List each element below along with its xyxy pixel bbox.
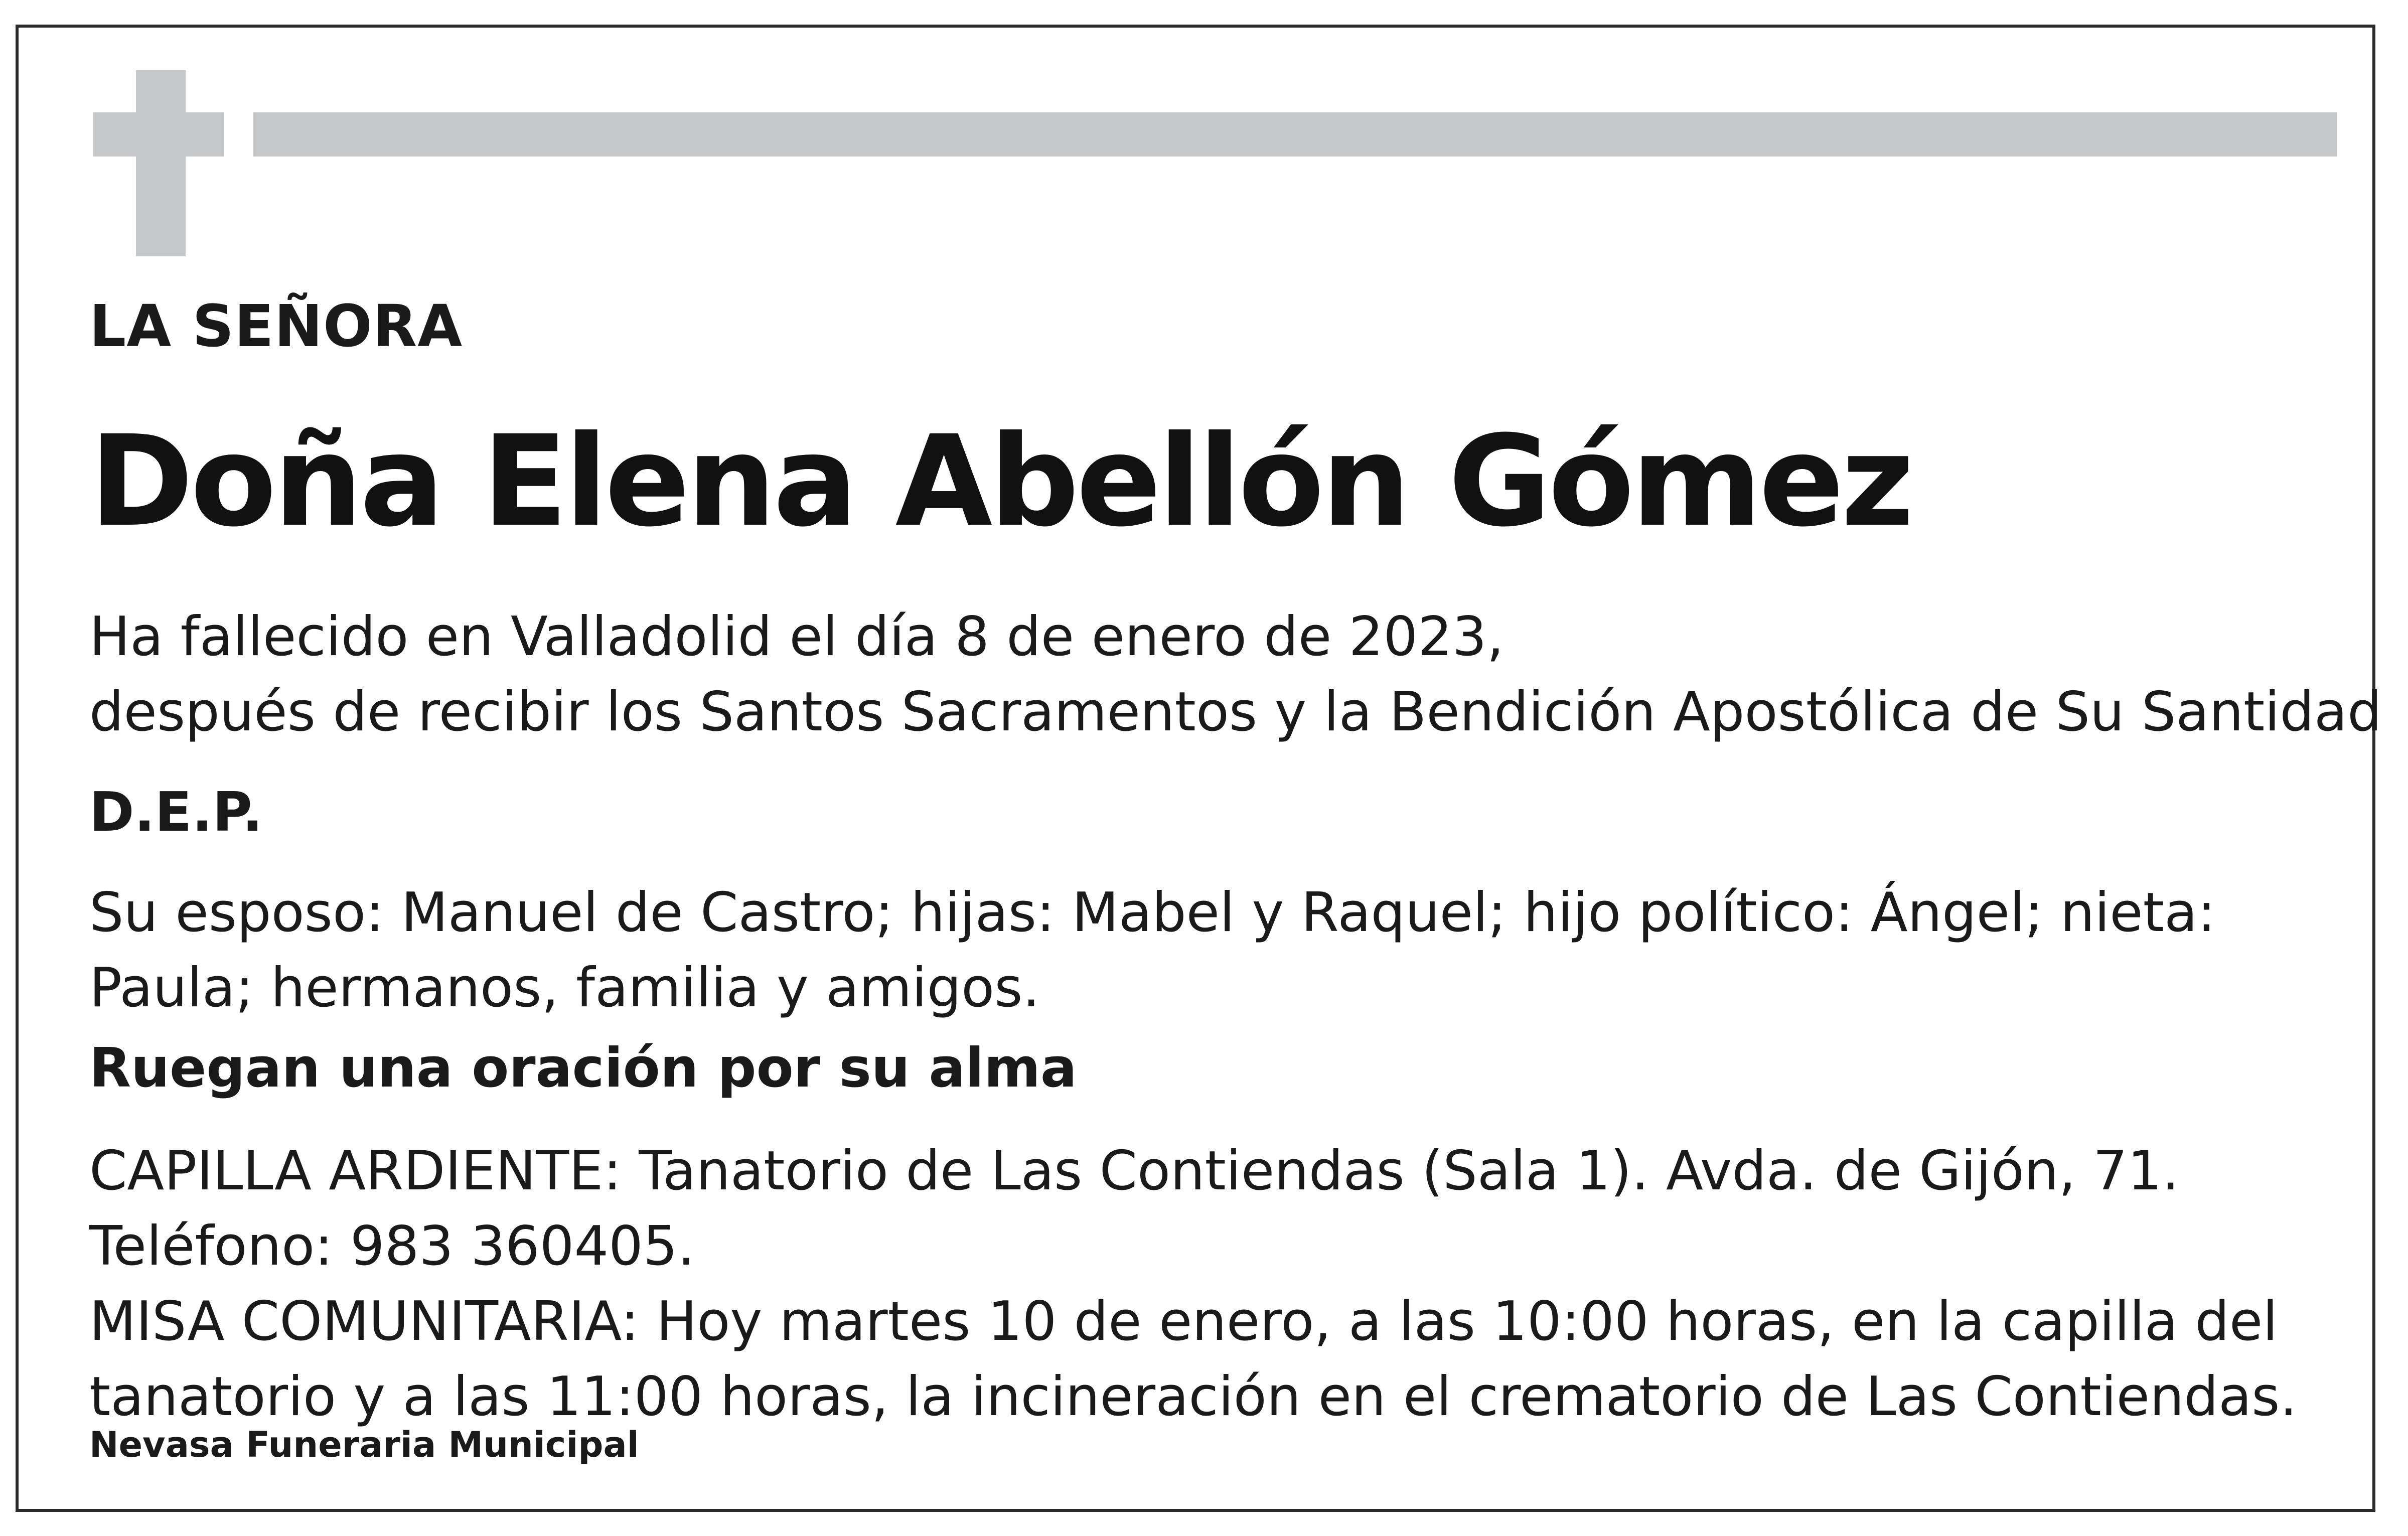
announcement-line: después de recibir los Santos Sacramentos y la Bendición Apostólica de Su Santidad: [89, 681, 2382, 743]
dep-label: D.E.P.: [89, 781, 263, 844]
header-divider-bar: [253, 112, 2337, 157]
honorific-label: LA SEÑORA: [89, 293, 463, 360]
funeral-home-name: Nevasa Funeraria Municipal: [89, 1424, 639, 1465]
death-announcement: [89, 599, 2382, 750]
details-line: CAPILLA ARDIENTE: Tanatorio de Las Contiendas (Sala 1). Avda. de Gijón, 71.: [89, 1140, 2179, 1202]
details-line: Teléfono: 983 360405.: [89, 1215, 695, 1278]
prayer-request: Ruegan una oración por su alma: [89, 1037, 1077, 1100]
deceased-name: Doña Elena Abellón Gómez: [89, 408, 1911, 554]
details-line: tanatorio y a las 11:00 horas, la incineración en el crematorio de Las Contiendas.: [89, 1365, 2297, 1428]
cross-horizontal-bar: [93, 112, 224, 157]
family-line: Paula; hermanos, familia y amigos.: [89, 957, 1040, 1019]
details-line: MISA COMUNITARIA: Hoy martes 10 de enero, a las 10:00 horas, en la capilla del: [89, 1290, 2278, 1353]
service-details: [89, 1134, 2297, 1435]
cross-vertical-bar: [136, 70, 186, 256]
family-mourners: [89, 875, 2216, 1026]
announcement-line: Ha fallecido en Valladolid el día 8 de enero de 2023,: [89, 605, 1504, 668]
family-line: Su esposo: Manuel de Castro; hijas: Mabel y Raquel; hijo político: Ángel; nieta:: [89, 881, 2216, 944]
